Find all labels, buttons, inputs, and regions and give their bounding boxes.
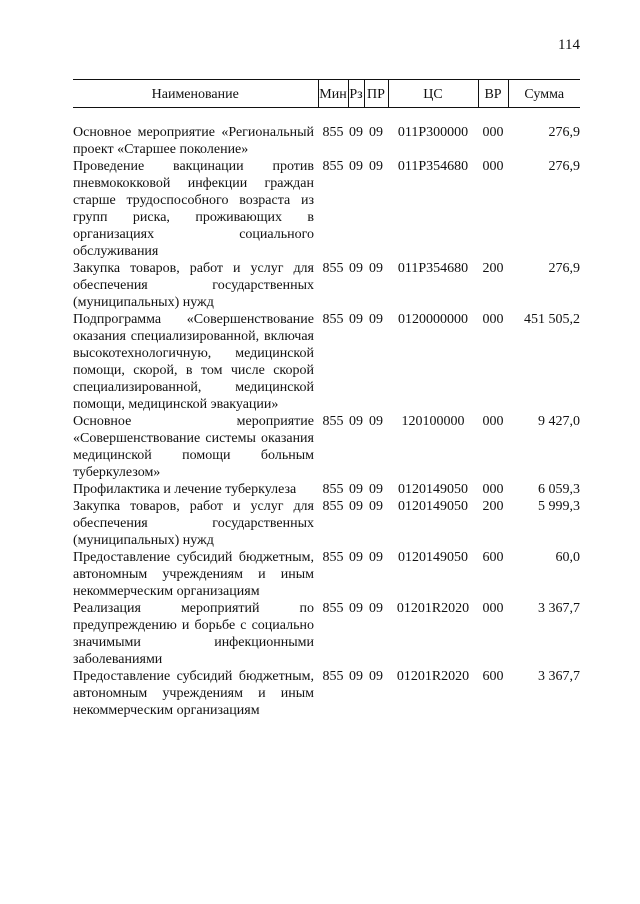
row-name: Закупка товаров, работ и услуг для обеспечения государственных (муниципальных) нужд (73, 499, 314, 548)
row-rz: 09 (349, 159, 363, 174)
header-cs: ЦС (388, 80, 478, 108)
row-min: 855 (322, 601, 344, 616)
row-sum: 276,9 (548, 159, 580, 174)
row-name: Реализация мероприятий по предупреждению и борьбе с социально значимыми инфекционными заболеваниями (73, 601, 314, 667)
row-sum: 6 059,3 (538, 482, 580, 497)
row-pr: 09 (369, 482, 383, 497)
row-pr: 09 (369, 550, 383, 565)
table-row (73, 668, 580, 719)
table-row (73, 158, 580, 260)
row-name: Основное мероприятие «Региональный проект «Старшее поколение» (73, 125, 314, 157)
row-rz: 09 (349, 414, 363, 429)
row-cs: 0120000000 (398, 312, 468, 327)
header-spacer (73, 108, 580, 125)
row-rz: 09 (349, 601, 363, 616)
table-row (73, 481, 580, 498)
row-name: Основное мероприятие «Совершенствование системы оказания медицинской помощи больным туберкулезом» (73, 414, 314, 480)
row-sum: 451 505,2 (524, 312, 580, 327)
table-row (73, 549, 580, 600)
row-name: Подпрограмма «Совершенствование оказания специализированной, включая высокотехнологичную, медицинской помощи, скорой, в том числе скорой специализированной, медицинской помощи, медицинской эвакуации» (73, 312, 314, 412)
row-min: 855 (322, 159, 344, 174)
row-rz: 09 (349, 261, 363, 276)
row-cs: 011P300000 (397, 125, 469, 140)
table-row (73, 311, 580, 413)
row-rz: 09 (349, 482, 363, 497)
row-vr: 000 (482, 159, 504, 174)
row-vr: 200 (482, 499, 504, 514)
page-number: 114 (558, 37, 580, 53)
row-rz: 09 (349, 312, 363, 327)
row-rz: 09 (349, 125, 363, 140)
row-sum: 5 999,3 (538, 499, 580, 514)
row-min: 855 (322, 499, 344, 514)
budget-table (73, 79, 580, 719)
row-cs: 01201R2020 (396, 669, 470, 684)
row-min: 855 (322, 550, 344, 565)
row-vr: 000 (482, 125, 504, 140)
row-name: Предоставление субсидий бюджетным, автономным учреждениям и иным некоммерческим организациям (73, 669, 314, 718)
row-pr: 09 (369, 125, 383, 140)
table-row (73, 413, 580, 481)
row-min: 855 (322, 125, 344, 140)
row-rz: 09 (349, 669, 363, 684)
row-sum: 60,0 (555, 550, 580, 565)
row-cs: 120100000 (401, 414, 465, 429)
row-min: 855 (322, 414, 344, 429)
row-rz: 09 (349, 550, 363, 565)
row-cs: 0120149050 (398, 550, 468, 565)
table-row (73, 124, 580, 158)
row-pr: 09 (369, 601, 383, 616)
header-pr: ПР (364, 80, 388, 108)
row-cs: 0120149050 (398, 499, 468, 514)
row-pr: 09 (369, 499, 383, 514)
row-pr: 09 (369, 414, 383, 429)
row-sum: 276,9 (548, 125, 580, 140)
header-min: Мин (318, 80, 348, 108)
row-vr: 000 (482, 312, 504, 327)
row-name: Профилактика и лечение туберкулеза (73, 482, 297, 497)
row-min: 855 (322, 261, 344, 276)
row-cs: 011P354680 (397, 261, 469, 276)
row-min: 855 (322, 312, 344, 327)
row-name: Проведение вакцинации против пневмококковой инфекции граждан старше трудоспособного возраста из групп риска, проживающих в организациях социального обслуживания (73, 159, 314, 259)
row-pr: 09 (369, 159, 383, 174)
row-sum: 3 367,7 (538, 601, 580, 616)
row-cs: 0120149050 (398, 482, 468, 497)
row-sum: 276,9 (548, 261, 580, 276)
row-rz: 09 (349, 499, 363, 514)
table-row (73, 498, 580, 549)
row-pr: 09 (369, 261, 383, 276)
row-name: Предоставление субсидий бюджетным, автономным учреждениям и иным некоммерческим организациям (73, 550, 314, 599)
row-min: 855 (322, 482, 344, 497)
header-name: Наименование (73, 80, 318, 108)
row-min: 855 (322, 669, 344, 684)
header-vr: ВР (478, 80, 508, 108)
row-cs: 011P354680 (397, 159, 469, 174)
row-pr: 09 (369, 312, 383, 327)
table-row (73, 260, 580, 311)
row-vr: 600 (482, 550, 504, 565)
header-rz: Рз (348, 80, 364, 108)
row-cs: 01201R2020 (396, 601, 470, 616)
row-vr: 000 (482, 482, 504, 497)
row-vr: 600 (482, 669, 504, 684)
row-sum: 9 427,0 (538, 414, 580, 429)
header-sum: Сумма (508, 80, 580, 108)
row-pr: 09 (369, 669, 383, 684)
row-vr: 200 (482, 261, 504, 276)
row-name: Закупка товаров, работ и услуг для обеспечения государственных (муниципальных) нужд (73, 261, 314, 310)
row-vr: 000 (482, 414, 504, 429)
row-vr: 000 (482, 601, 504, 616)
row-sum: 3 367,7 (538, 669, 580, 684)
table-row (73, 600, 580, 668)
table-header-row (73, 80, 580, 108)
